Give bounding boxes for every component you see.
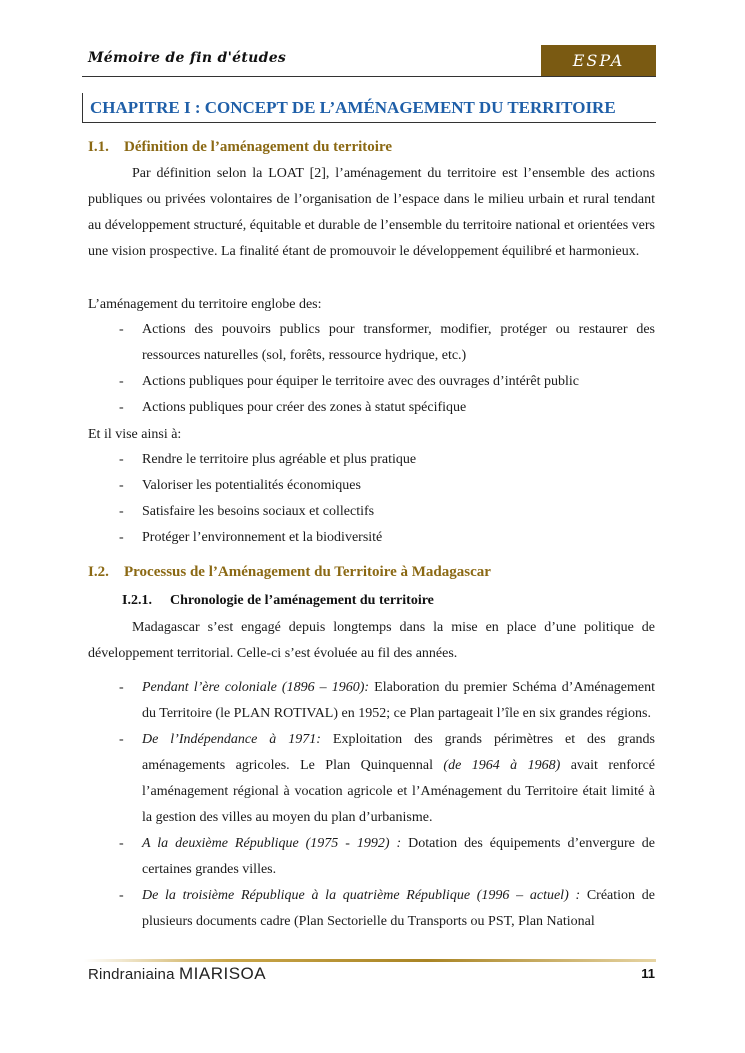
- section-title: Processus de l’Aménagement du Territoire à Madagascar: [124, 564, 491, 580]
- chronology-item: [88, 727, 655, 831]
- author-first-name: Rindraniaina: [88, 966, 175, 983]
- chronology-text: Dotation des équipements d’envergure de certaines grandes villes.: [142, 836, 655, 877]
- chronology-period: De l’Indépendance à 1971:: [142, 732, 321, 747]
- subsection-heading-chronology: [122, 593, 434, 609]
- section-heading-definition: [88, 139, 392, 156]
- header-document-title: Mémoire de fin d'études: [88, 50, 287, 66]
- chronology-period: Pendant l’ère coloniale (1896 – 1960):: [142, 680, 370, 695]
- includes-intro: L’aménagement du territoire englobe des:: [88, 297, 322, 312]
- chronology-item: [88, 675, 655, 727]
- chronology-text: avait renforcé l’aménagement régional à vocation agricole et l’Aménagement du Territoire était limité à la gestion des villes au moyen du plan d’urbanisme.: [142, 758, 655, 825]
- section-number: I.1.: [88, 139, 109, 155]
- aims-list: [88, 447, 655, 551]
- chronology-text: Exploitation des grands périmètres et des grands aménagements agricoles. Le Plan Quinquennal: [142, 732, 656, 773]
- chronology-period: De la troisième République à la quatrième République (1996 – actuel) :: [142, 888, 581, 903]
- author-last-name: MIARISOA: [179, 964, 267, 983]
- header-divider: [82, 76, 656, 77]
- aims-intro: Et il vise ainsi à:: [88, 427, 182, 442]
- section-number: I.2.: [88, 564, 109, 580]
- list-item: - Actions publiques pour équiper le territoire avec des ouvrages d’intérêt public: [88, 369, 655, 395]
- chronology-intro-paragraph: Madagascar s’est engagé depuis longtemps dans la mise en place d’une politique de développement territorial. Celle-ci s’est évoluée au fil des années.: [88, 620, 655, 661]
- list-item: - Valoriser les potentialités économiques: [88, 473, 655, 499]
- page-number: 11: [641, 966, 655, 981]
- list-item: - Satisfaire les besoins sociaux et collectifs: [88, 499, 655, 525]
- definition-paragraph: Par définition selon la LOAT [2], l’aménagement du territoire est l’ensemble des actions publiques ou privées volontaires de l’organisation de l’espace dans le milieu urbain et rural tendant au développement structuré, équitable et durable de l’ensemble du territoire national et orientées vers une vision prospective. La finalité étant de promouvoir le développement équilibré et harmonieux.: [88, 166, 655, 259]
- chronology-list: [88, 675, 655, 935]
- chronology-item: [88, 831, 655, 883]
- chronology-period: A la deuxième République (1975 - 1992) :: [142, 836, 402, 851]
- list-item: - Actions des pouvoirs publics pour transformer, modifier, protéger ou restaurer des ressources naturelles (sol, forêts, ressource hydrique, etc.): [88, 317, 655, 369]
- subsection-title: Chronologie de l’aménagement du territoire: [170, 593, 434, 608]
- list-item: - Actions publiques pour créer des zones à statut spécifique: [88, 395, 655, 421]
- chronology-date-range: (de 1964 à 1968): [443, 758, 561, 773]
- chapter-title: CHAPITRE I : CONCEPT DE L’AMÉNAGEMENT DU TERRITOIRE: [90, 98, 616, 117]
- includes-list: [88, 317, 655, 421]
- footer-author: [88, 964, 266, 984]
- section-title: Définition de l’aménagement du territoire: [124, 139, 393, 155]
- chronology-text: Création de plusieurs documents cadre (Plan Sectorielle du Transports ou PST, Plan National: [142, 888, 655, 929]
- section-heading-process: [88, 564, 491, 581]
- list-item: - Rendre le territoire plus agréable et plus pratique: [88, 447, 655, 473]
- header-school-badge: ESPA: [541, 45, 656, 76]
- subsection-number: I.2.1.: [122, 593, 152, 608]
- chronology-text: Elaboration du premier Schéma d’Aménagement du Territoire (le PLAN ROTIVAL) en 1952; ce Plan partageait l’île en six grandes régions.: [142, 680, 655, 721]
- list-item: - Protéger l’environnement et la biodiversité: [88, 525, 655, 551]
- chronology-item: [88, 883, 655, 935]
- footer-divider: [84, 959, 656, 962]
